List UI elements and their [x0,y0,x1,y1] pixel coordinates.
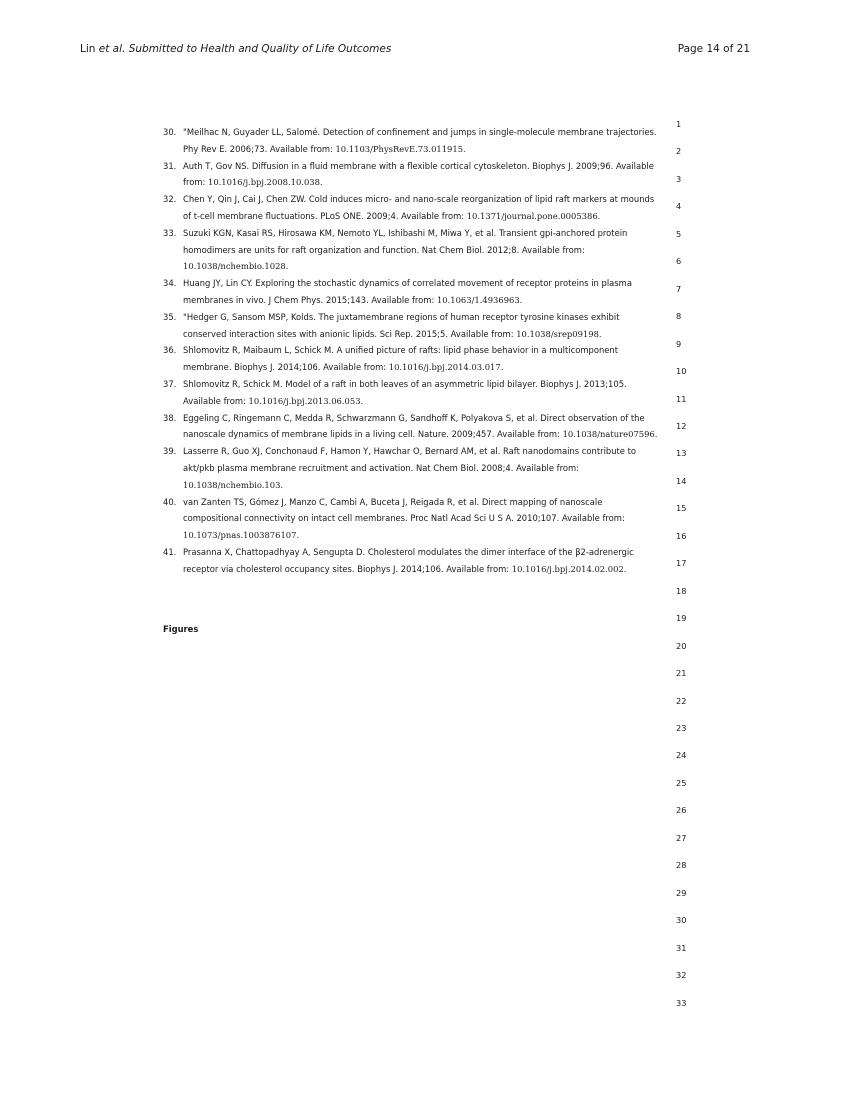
reference-item [163,544,663,578]
reference-item [163,191,663,225]
reference-number: 37. [163,378,177,389]
running-header [80,43,750,57]
reference-number: 40. [163,496,177,507]
line-number: 14 [676,475,687,486]
line-number: 5 [676,228,682,239]
reference-doi-link[interactable]: 10.1371/journal.pone.0005386. [466,210,601,221]
line-number: 3 [676,173,682,184]
section-heading: Figures [163,624,199,634]
reference-number: 33. [163,227,177,238]
reference-text: Shlomovitz R, Maibaum L, Schick M. A unified picture of rafts: lipid phase behavior in a multicomponent membrane. Biophys J. 2014;106. Available from: [183,345,619,373]
reference-doi-link[interactable]: 10.1016/j.bpj.2014.03.017. [388,362,504,373]
reference-text: Suzuki KGN, Kasai RS, Hirosawa KM, Nemoto YL, Ishibashi M, Miwa Y, et al. Transient gpi-anchored protein homodimers are units for raft organization and function. Nat Chem Biol. 2012;8. Available from: [183,227,628,255]
line-number: 12 [676,420,687,431]
line-number: 32 [676,970,687,981]
line-number-column [676,118,696,1024]
reference-text: Lasserre R, Guo XJ, Conchonaud F, Hamon Y, Hawchar O, Bernard AM, et al. Raft nanodomains contribute to akt/pkb plasma membrane recruitment and activation. Nat Chem Biol. 2008;4. Available from: [183,446,637,473]
line-number: 23 [676,722,687,733]
line-number: 28 [676,860,687,871]
line-number: 13 [676,448,687,459]
reference-doi-link[interactable]: 10.1073/pnas.1003876107. [183,530,300,541]
reference-doi-link[interactable]: 10.1038/srep09198. [516,328,602,339]
reference-number: 38. [163,412,177,423]
reference-number: 36. [163,345,177,356]
reference-item [163,275,663,309]
line-number: 18 [676,585,687,596]
reference-number: 34. [163,278,177,289]
line-number: 26 [676,805,687,816]
reference-doi-link[interactable]: 10.1038/nchembio.1028. [183,261,289,272]
line-number: 15 [676,503,687,514]
line-number: 4 [676,201,682,212]
line-number: 19 [676,613,687,624]
line-number: 21 [676,668,687,679]
line-number: 1 [676,119,682,129]
reference-doi-link[interactable]: 10.1038/nature07596. [562,429,658,440]
reference-item [163,158,663,192]
reference-number: 39. [163,446,177,457]
line-number: 7 [676,283,682,294]
reference-text: "Meilhac N, Guyader LL, Salomé. Detection of confinement and jumps in single-molecule membrane trajectories. Phy Rev E. 2006;73. Available from: [183,127,657,154]
reference-item [163,342,663,376]
line-number: 6 [676,256,682,267]
reference-text: "Hedger G, Sansom MSP, Kolds. The juxtamembrane regions of human receptor tyrosine kinases exhibit conserved interaction sites with anionic lipids. Sci Rep. 2015;5. Available from: [183,311,620,339]
line-number: 29 [676,887,687,898]
line-number: 11 [676,393,687,404]
header-author: Lin [80,43,99,55]
reference-number: 30. [163,127,177,137]
reference-doi-link[interactable]: 10.1038/nchembio.103. [183,479,284,490]
reference-item [163,124,663,158]
reference-item [163,410,663,444]
reference-number: 32. [163,194,177,205]
reference-text: Eggeling C, Ringemann C, Medda R, Schwarzmann G, Sandhoff K, Polyakova S, et al. Direct observation of the nanoscale dynamics of membrane lipids in a living cell. Nature. 2009;457. Available from: [183,412,645,440]
reference-text: Prasanna X, Chattopadhyay A, Sengupta D. Cholesterol modulates the dimer interface of the β2-adrenergic receptor via cholesterol occupancy sites. Biophys J. 2014;106. Available from: [183,546,634,574]
reference-number: 35. [163,311,177,322]
reference-item [163,225,663,275]
reference-doi-link[interactable]: 10.1016/j.bpj.2008.10.038. [207,177,323,188]
line-number: 27 [676,832,687,843]
line-number: 31 [676,942,687,953]
line-number: 33 [676,997,687,1008]
reference-doi-link[interactable]: 10.1016/j.bpj.2014.02.002. [511,563,627,574]
line-number: 9 [676,338,682,349]
page-number: Page 14 of 21 [677,43,750,55]
reference-doi-link[interactable]: 10.1016/j.bpj.2013.06.053. [248,395,364,406]
reference-item [163,376,663,410]
line-number: 2 [676,146,682,157]
line-number: 30 [676,915,687,926]
reference-number: 31. [163,160,177,171]
line-number: 17 [676,558,687,569]
reference-text: van Zanten TS, Gómez J, Manzo C, Cambi A, Buceta J, Reigada R, et al. Direct mapping of nanoscale compositional connectivity on intact cell membranes. Proc Natl Acad Sci U S A. 2010;107. Available from: [183,496,625,524]
reference-item [163,443,663,493]
line-number: 22 [676,695,687,706]
header-journal-title: et al. Submitted to Health and Quality of Life Outcomes [98,43,392,55]
line-number: 24 [676,750,687,761]
reference-text: Shlomovitz R, Schick M. Model of a raft in both leaves of an asymmetric lipid bilayer. Biophys J. 2013;105. Available from: [183,378,627,406]
reference-text: Huang JY, Lin CY. Exploring the stochastic dynamics of correlated movement of receptor proteins in plasma membranes in vivo. J Chem Phys. 2015;143. Available from: [183,278,632,305]
header-journal [80,43,391,55]
reference-text: Auth T, Gov NS. Diffusion in a fluid membrane with a flexible cortical cytoskeleton. Biophys J. 2009;96. Available from: [183,160,654,188]
reference-list [163,124,663,578]
reference-item [163,494,663,544]
line-number: 25 [676,777,687,788]
line-number: 10 [676,366,687,377]
line-number: 20 [676,640,687,651]
reference-item [163,309,663,343]
reference-text: Chen Y, Qin J, Cai J, Chen ZW. Cold induces micro- and nano-scale reorganization of lipid raft markers at mounds of t-cell membrane fluctuations. PLoS ONE. 2009;4. Available from: [183,194,655,221]
line-number: 8 [676,311,682,322]
reference-number: 41. [163,546,177,557]
reference-doi-link[interactable]: 10.1103/PhysRevE.73.011915. [335,143,466,154]
line-number: 16 [676,530,687,541]
reference-doi-link[interactable]: 10.1063/1.4936963. [436,294,523,305]
